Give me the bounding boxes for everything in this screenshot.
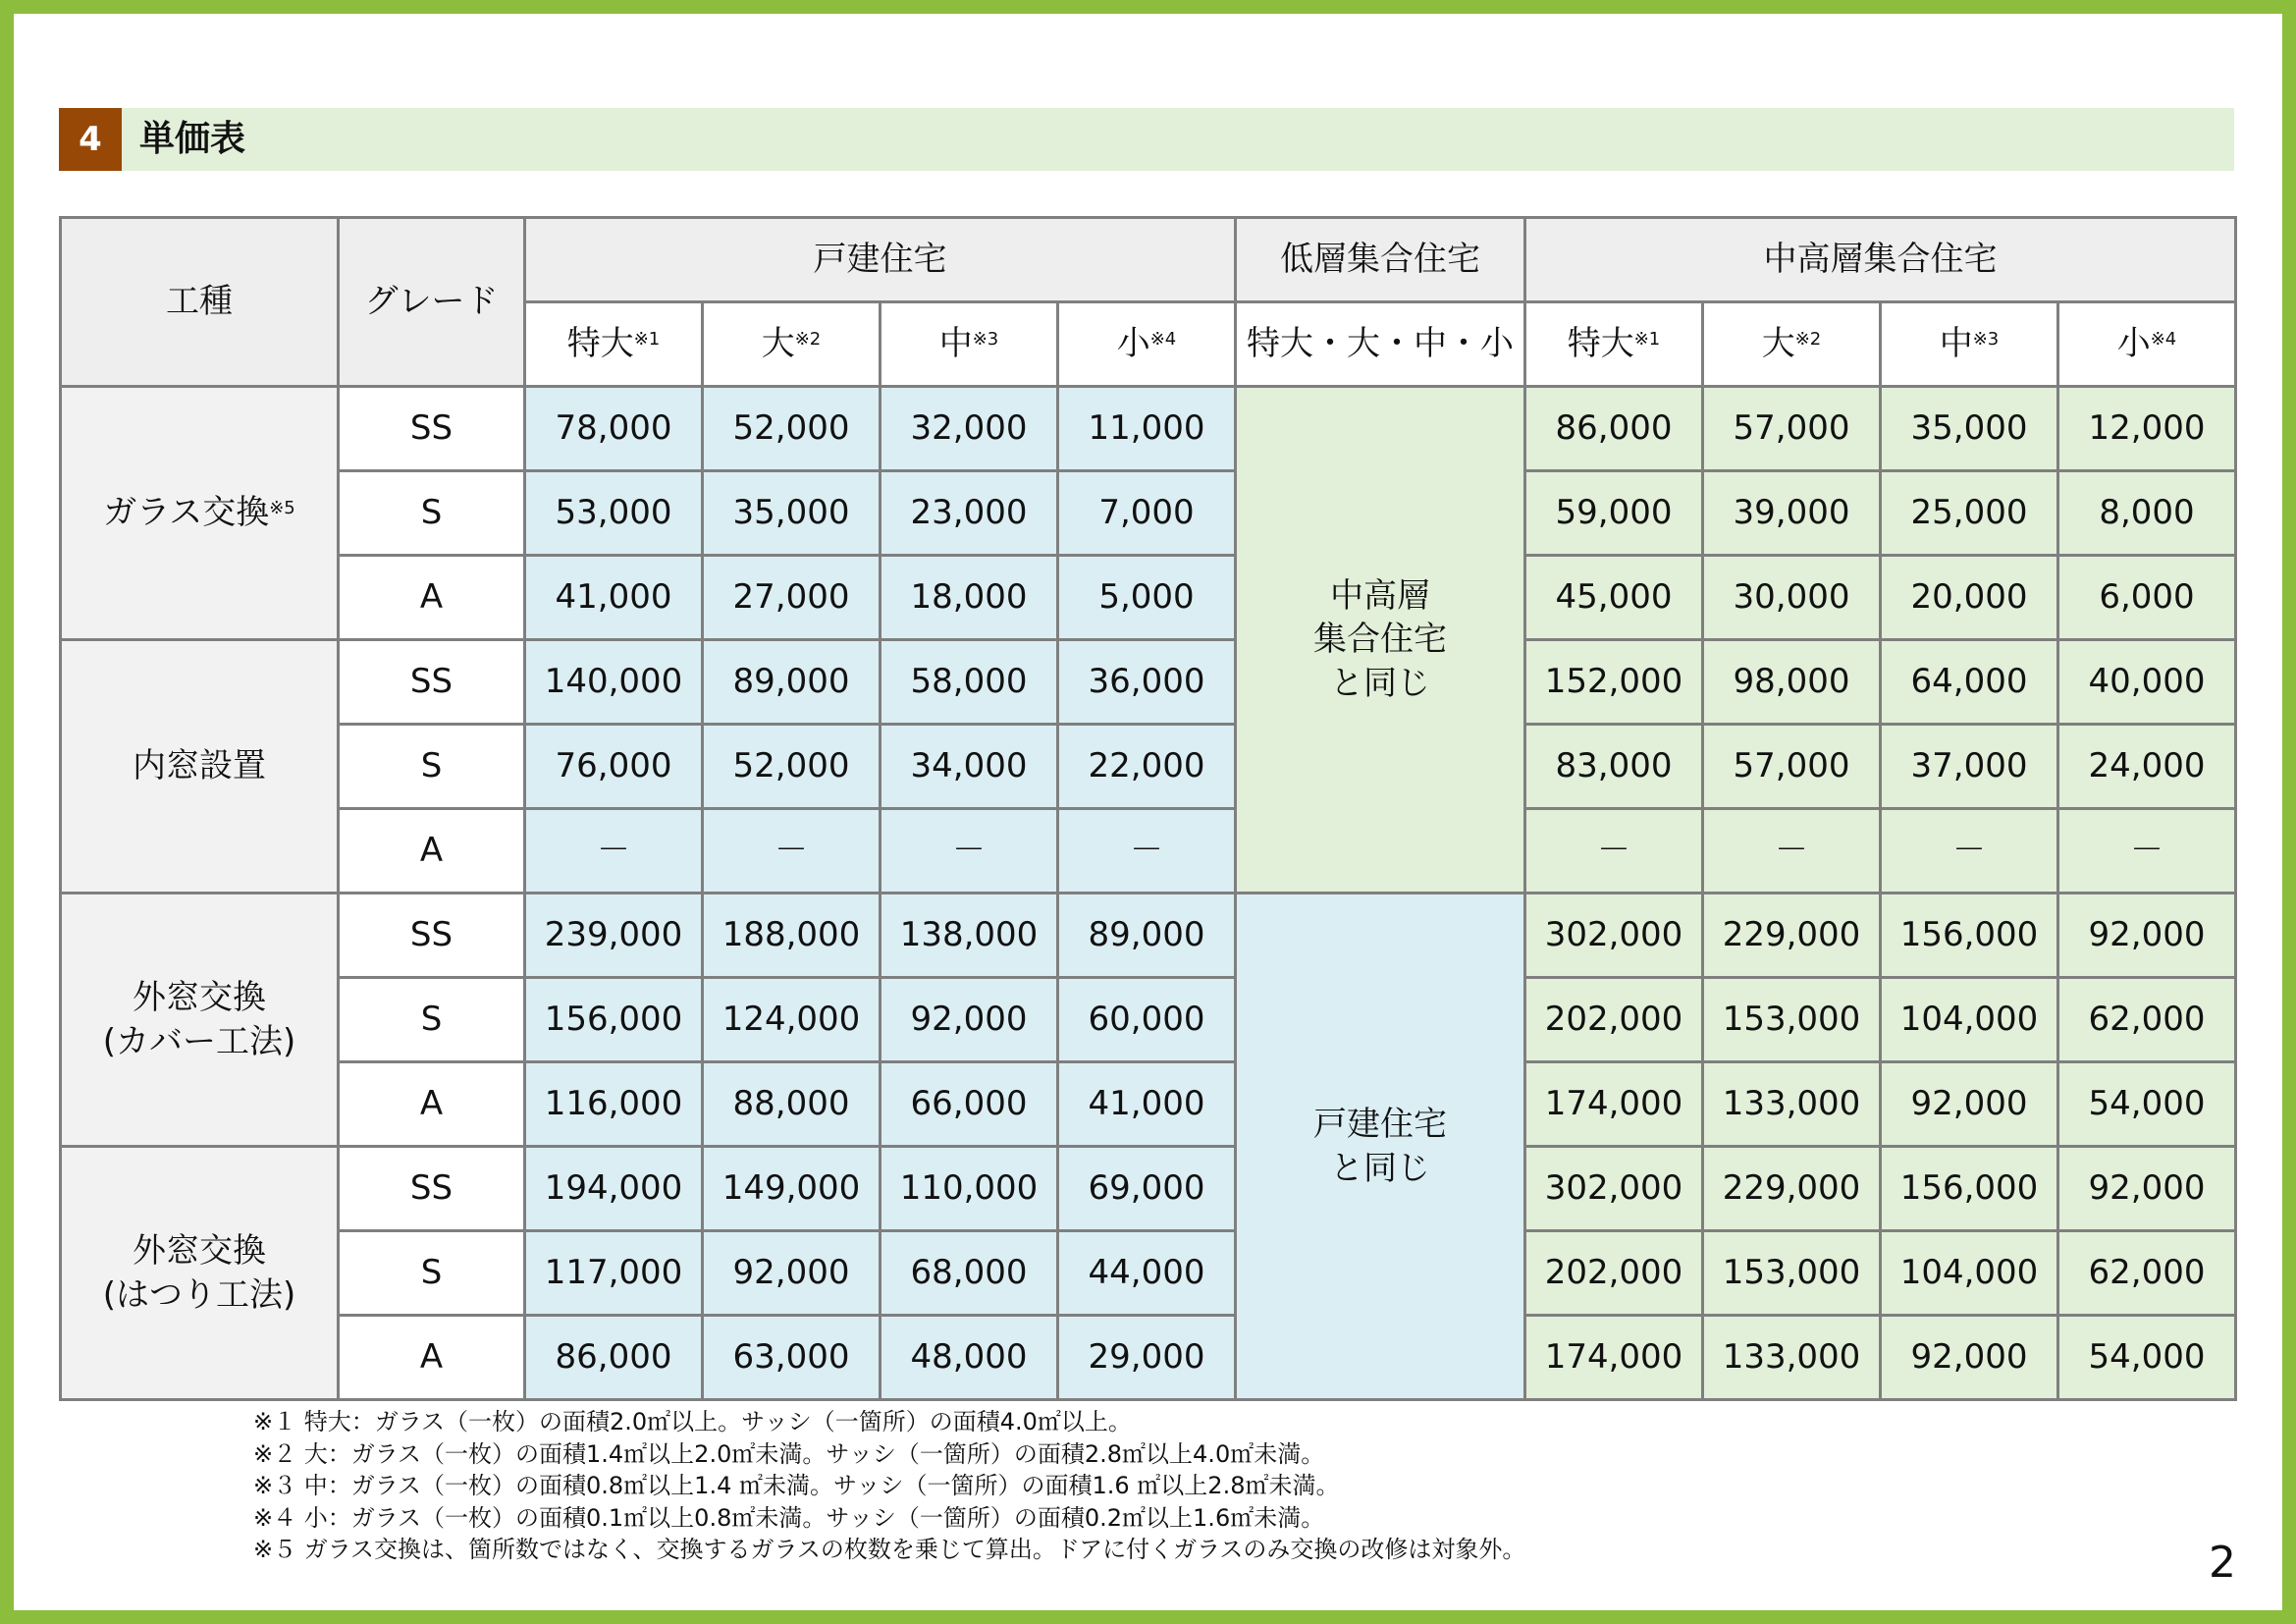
detached-price-cell: － [1058,809,1236,893]
mid-high-price-cell: 153,000 [1703,1231,1881,1316]
work-type-line: (はつり工法) [102,1274,296,1315]
mid-high-price-cell: 98,000 [1703,640,1881,725]
footnotes [253,1406,1525,1566]
table-row [61,1231,2236,1316]
mid-high-price-cell: 152,000 [1525,640,1703,725]
detached-price-cell: 7,000 [1058,471,1236,556]
section-title: 単価表 [139,119,246,159]
detached-price-cell: 68,000 [881,1231,1058,1316]
grade-cell: A [339,1062,525,1147]
header-mid-high-size [1703,302,1881,387]
detached-price-cell: 41,000 [1058,1062,1236,1147]
detached-price-cell: 63,000 [703,1316,881,1400]
detached-price-cell: 138,000 [881,893,1058,978]
work-type-cell [61,1147,339,1400]
grade-cell: S [339,471,525,556]
mid-high-price-cell: 174,000 [1525,1062,1703,1147]
size-note-ref: ※4 [1149,329,1177,351]
detached-price-cell: 188,000 [703,893,881,978]
detached-price-cell: 29,000 [1058,1316,1236,1400]
table-row [61,1147,2236,1231]
size-note-ref: ※1 [633,329,661,351]
grade-cell: A [339,809,525,893]
table-row [61,387,2236,471]
detached-price-cell: 60,000 [1058,978,1236,1062]
header-detached-size [525,302,703,387]
mid-high-price-cell: － [2058,809,2236,893]
size-label: 特大 [566,324,634,364]
size-note-ref: ※3 [1972,329,2000,351]
grade-cell: SS [339,387,525,471]
mid-high-price-cell: 57,000 [1703,387,1881,471]
size-note-ref: ※4 [2150,329,2177,351]
detached-price-cell: － [703,809,881,893]
size-label: 中 [938,324,973,364]
grade-cell: SS [339,640,525,725]
detached-price-cell: 78,000 [525,387,703,471]
table-row [61,725,2236,809]
detached-price-cell: 76,000 [525,725,703,809]
mid-high-price-cell: 12,000 [2058,387,2236,471]
work-type-cell [61,893,339,1147]
size-note-ref: ※3 [972,329,999,351]
detached-price-cell: 18,000 [881,556,1058,640]
detached-price-cell: 69,000 [1058,1147,1236,1231]
detached-price-cell: 116,000 [525,1062,703,1147]
detached-price-cell: 194,000 [525,1147,703,1231]
detached-price-cell: 89,000 [703,640,881,725]
header-low-rise-sizes: 特大・大・中・小 [1236,302,1525,387]
mid-high-price-cell: 8,000 [2058,471,2236,556]
grade-cell: S [339,978,525,1062]
header-work-type: 工種 [61,218,339,387]
detached-price-cell: 22,000 [1058,725,1236,809]
header-detached: 戸建住宅 [525,218,1236,302]
detached-price-cell: － [525,809,703,893]
header-mid-high-size [1525,302,1703,387]
mid-high-price-cell: － [1525,809,1703,893]
detached-price-cell: 52,000 [703,725,881,809]
detached-price-cell: 11,000 [1058,387,1236,471]
header-grade: グレード [339,218,525,387]
low-rise-merged-cell [1236,387,1525,893]
mid-high-price-cell: 39,000 [1703,471,1881,556]
table-row [61,978,2236,1062]
header-mid-high-rise: 中高層集合住宅 [1525,218,2236,302]
detached-price-cell: 124,000 [703,978,881,1062]
detached-price-cell: 156,000 [525,978,703,1062]
size-label: 大 [1761,324,1795,364]
header-detached-size [703,302,881,387]
mid-high-price-cell: 153,000 [1703,978,1881,1062]
detached-price-cell: 41,000 [525,556,703,640]
work-note-ref: ※5 [269,498,295,519]
detached-price-cell: 48,000 [881,1316,1058,1400]
mid-high-price-cell: 92,000 [1881,1316,2058,1400]
size-label: 大 [761,324,795,364]
mid-high-price-cell: 92,000 [2058,1147,2236,1231]
mid-high-price-cell: 30,000 [1703,556,1881,640]
footnote-line: ※１ 特大：ガラス（一枚）の面積2.0㎡以上。サッシ（一箇所）の面積4.0㎡以上。 [253,1408,1132,1435]
table-row [61,893,2236,978]
page-number: 2 [2209,1538,2236,1588]
mid-high-price-cell: 133,000 [1703,1062,1881,1147]
detached-price-cell: 66,000 [881,1062,1058,1147]
detached-price-cell: 117,000 [525,1231,703,1316]
mid-high-price-cell: 104,000 [1881,978,2058,1062]
header-detached-size [881,302,1058,387]
detached-price-cell: 92,000 [881,978,1058,1062]
table-row [61,1062,2236,1147]
mid-high-price-cell: 62,000 [2058,1231,2236,1316]
size-note-ref: ※2 [1794,329,1822,351]
detached-price-cell: 140,000 [525,640,703,725]
detached-price-cell: 34,000 [881,725,1058,809]
detached-price-cell: 32,000 [881,387,1058,471]
work-type-line: 外窓交換 [133,1231,266,1272]
detached-price-cell: 23,000 [881,471,1058,556]
footnote-line: ※３ 中：ガラス（一枚）の面積0.8㎡以上1.4 ㎡未満。サッシ（一箇所）の面積1.6 ㎡以上2.8㎡未満。 [253,1472,1340,1499]
mid-high-price-cell: 92,000 [2058,893,2236,978]
mid-high-price-cell: 6,000 [2058,556,2236,640]
mid-high-price-cell: 57,000 [1703,725,1881,809]
mid-high-price-cell: － [1881,809,2058,893]
grade-cell: A [339,1316,525,1400]
mid-high-price-cell: 37,000 [1881,725,2058,809]
header-mid-high-size [1881,302,2058,387]
table-row [61,1316,2236,1400]
mid-high-price-cell: 35,000 [1881,387,2058,471]
work-type-line: 内窓設置 [133,746,266,786]
mid-high-price-cell: 54,000 [2058,1316,2236,1400]
grade-cell: SS [339,893,525,978]
section-number: 4 [59,108,122,171]
detached-price-cell: 44,000 [1058,1231,1236,1316]
grade-cell: A [339,556,525,640]
detached-price-cell: 92,000 [703,1231,881,1316]
mid-high-price-cell: 156,000 [1881,1147,2058,1231]
detached-price-cell: 110,000 [881,1147,1058,1231]
mid-high-price-cell: 229,000 [1703,1147,1881,1231]
detached-price-cell: 89,000 [1058,893,1236,978]
table-row [61,809,2236,893]
mid-high-price-cell: 202,000 [1525,978,1703,1062]
table-row [61,471,2236,556]
low-rise-note-line: 中高層 [1330,576,1430,617]
size-label: 小 [2116,324,2151,364]
work-type-line: ガラス交換$^{※5}$ [103,493,295,533]
footnote-line: ※４ 小：ガラス（一枚）の面積0.1㎡以上0.8㎡未満。サッシ（一箇所）の面積0.2㎡以上1.6㎡未満。 [253,1503,1325,1532]
mid-high-price-cell: 302,000 [1525,1147,1703,1231]
work-type-line: 外窓交換 [133,978,266,1018]
mid-high-price-cell: 83,000 [1525,725,1703,809]
low-rise-merged-cell [1236,893,1525,1400]
grade-cell: S [339,725,525,809]
mid-high-price-cell: 64,000 [1881,640,2058,725]
detached-price-cell: 52,000 [703,387,881,471]
low-rise-note-line: と同じ [1330,1148,1430,1188]
footnote-line: ※５ ガラス交換は、箇所数ではなく、交換するガラスの枚数を乗じて算出。ドアに付くガラスのみ交換の改修は対象外。 [253,1536,1526,1563]
size-note-ref: ※1 [1633,329,1661,351]
mid-high-price-cell: 133,000 [1703,1316,1881,1400]
mid-high-price-cell: 24,000 [2058,725,2236,809]
unit-price-table [59,216,2237,1401]
mid-high-price-cell: 45,000 [1525,556,1703,640]
header-mid-high-size [2058,302,2236,387]
detached-price-cell: 53,000 [525,471,703,556]
mid-high-price-cell: 25,000 [1881,471,2058,556]
mid-high-price-cell: 59,000 [1525,471,1703,556]
mid-high-price-cell: 202,000 [1525,1231,1703,1316]
mid-high-price-cell: 104,000 [1881,1231,2058,1316]
mid-high-price-cell: 86,000 [1525,387,1703,471]
grade-cell: S [339,1231,525,1316]
size-label: 特大 [1567,324,1634,364]
mid-high-price-cell: 174,000 [1525,1316,1703,1400]
work-type-line: (カバー工法) [102,1021,296,1061]
detached-price-cell: 149,000 [703,1147,881,1231]
detached-price-cell: 35,000 [703,471,881,556]
detached-price-cell: 36,000 [1058,640,1236,725]
mid-high-price-cell: 156,000 [1881,893,2058,978]
table-row [61,640,2236,725]
size-label: 中 [1939,324,1973,364]
footnote-line: ※２ 大：ガラス（一枚）の面積1.4㎡以上2.0㎡未満。サッシ（一箇所）の面積2.8㎡以上4.0㎡未満。 [253,1439,1325,1468]
mid-high-price-cell: － [1703,809,1881,893]
table-row [61,556,2236,640]
mid-high-price-cell: 302,000 [1525,893,1703,978]
grade-cell: SS [339,1147,525,1231]
detached-price-cell: 239,000 [525,893,703,978]
detached-price-cell: 58,000 [881,640,1058,725]
detached-price-cell: 88,000 [703,1062,881,1147]
detached-price-cell: － [881,809,1058,893]
header-low-rise: 低層集合住宅 [1236,218,1525,302]
mid-high-price-cell: 62,000 [2058,978,2236,1062]
header-detached-size [1058,302,1236,387]
low-rise-note-line: 戸建住宅 [1313,1105,1447,1145]
size-note-ref: ※2 [794,329,822,351]
mid-high-price-cell: 229,000 [1703,893,1881,978]
work-type-cell [61,640,339,893]
size-label: 小 [1116,324,1150,364]
work-type-cell [61,387,339,640]
detached-price-cell: 5,000 [1058,556,1236,640]
mid-high-price-cell: 40,000 [2058,640,2236,725]
mid-high-price-cell: 54,000 [2058,1062,2236,1147]
low-rise-note-line: と同じ [1330,663,1430,703]
low-rise-note-line: 集合住宅 [1313,620,1447,660]
section-header [59,108,2234,171]
detached-price-cell: 86,000 [525,1316,703,1400]
mid-high-price-cell: 20,000 [1881,556,2058,640]
mid-high-price-cell: 92,000 [1881,1062,2058,1147]
detached-price-cell: 27,000 [703,556,881,640]
